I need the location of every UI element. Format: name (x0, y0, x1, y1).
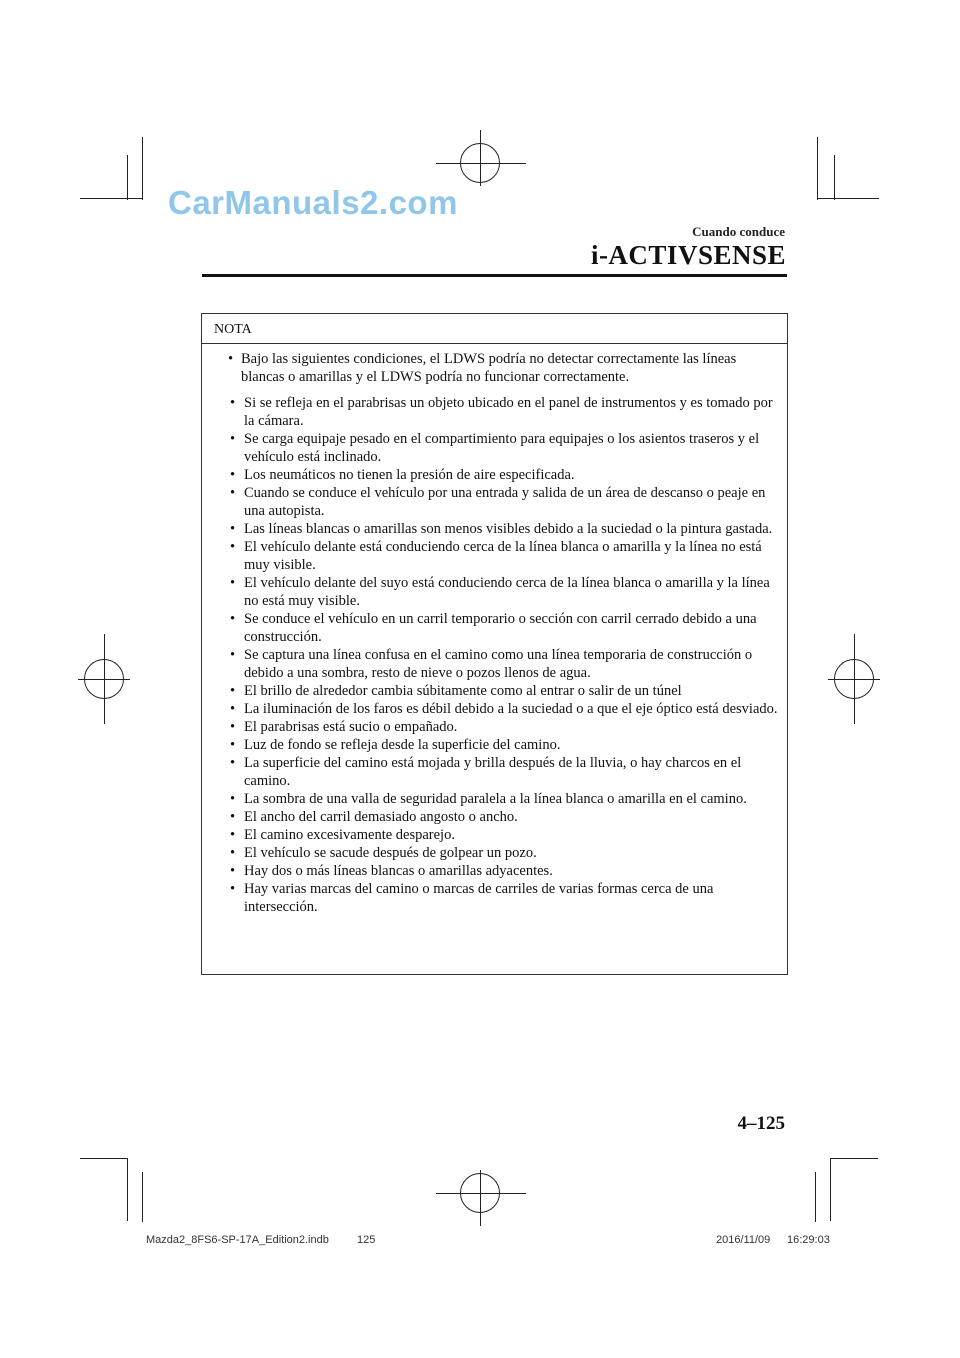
list-item: • Se conduce el vehículo en un carril temporario o sección con carril cerrado debido a una construcción. (230, 611, 757, 645)
list-item: • La sombra de una valla de seguridad paralela a la línea blanca o amarilla en el camino. (230, 791, 747, 807)
list-item: • Se captura una línea confusa en el camino como una línea temporaria de construcción o debido a una sombra, resto de nieve o pozos llenos de agua. (230, 647, 753, 681)
bullet-icon: • (230, 467, 236, 483)
bullet-icon: • (230, 737, 236, 753)
watermark-logo[interactable]: CarManuals2.com (168, 184, 458, 221)
list-item: • La superficie del camino está mojada y brilla después de la lluvia, o hay charcos en el camino. (230, 755, 742, 789)
bullet-icon: • (230, 611, 236, 627)
chapter-title: i-ACTIVSENSE (590, 240, 786, 270)
bullet-icon: • (230, 485, 236, 501)
bullet-icon: • (230, 791, 236, 807)
lead-text: Bajo las siguientes condiciones, el LDWS podría no detectar correctamente las líneas blancas o amarillas y el LDWS podría no funcionar correctamente. (241, 351, 737, 385)
bullet-icon: • (228, 351, 234, 367)
list-item: • El brillo de alrededor cambia súbitamente como al entrar o salir de un túnel (230, 683, 682, 699)
footer-filename: Mazda2_8FS6-SP-17A_Edition2.indb (146, 1234, 329, 1246)
header-rule (202, 274, 787, 277)
note-box (201, 313, 788, 975)
list-item: • Hay dos o más líneas blancas o amarillas adyacentes. (230, 863, 553, 879)
bullet-icon: • (230, 719, 236, 735)
list-item: • La iluminación de los faros es débil debido a la suciedad o a que el eje óptico está desviado. (230, 701, 778, 717)
bullet-icon: • (230, 647, 236, 663)
note-title: NOTA (214, 322, 252, 337)
footer-date: 2016/11/09 (716, 1234, 771, 1246)
bullet-icon: • (230, 755, 236, 771)
page-number: 4–125 (737, 1113, 785, 1134)
bullet-icon: • (230, 683, 236, 699)
list-item: • El vehículo delante está conduciendo cerca de la línea blanca o amarilla y la línea no está muy visible. (230, 539, 762, 573)
list-item: • Si se refleja en el parabrisas un objeto ubicado en el panel de instrumentos y es tomado por la cámara. (230, 395, 773, 429)
list-item: • Luz de fondo se refleja desde la superficie del camino. (230, 737, 561, 753)
bullet-icon: • (230, 809, 236, 825)
bullet-icon: • (230, 539, 236, 555)
list-item: • El vehículo delante del suyo está conduciendo cerca de la línea blanca o amarilla y la línea no está muy visible. (230, 575, 770, 609)
footer-time: 16:29:03 (787, 1234, 830, 1246)
list-item: • Se carga equipaje pesado en el compartimiento para equipajes o los asientos traseros y el vehículo está inclinado. (230, 431, 760, 465)
bullet-icon: • (230, 827, 236, 843)
conditions-list (214, 394, 779, 916)
list-item: • El camino excesivamente desparejo. (230, 827, 455, 843)
list-item: • El ancho del carril demasiado angosto o ancho. (230, 809, 518, 825)
list-item: • El parabrisas está sucio o empañado. (230, 719, 458, 735)
list-item: • El vehículo se sacude después de golpear un pozo. (230, 845, 537, 861)
list-item: • Los neumáticos no tienen la presión de aire especificada. (230, 467, 575, 483)
section-label: Cuando conduce (692, 224, 785, 239)
bullet-icon: • (230, 881, 236, 897)
note-divider (202, 343, 787, 344)
bullet-icon: • (230, 431, 236, 447)
bullet-icon: • (230, 701, 236, 717)
lead-item (214, 350, 779, 386)
bullet-icon: • (230, 395, 236, 411)
list-item: • Cuando se conduce el vehículo por una entrada y salida de un área de descanso o peaje en una autopista. (230, 485, 766, 519)
note-body (214, 350, 779, 916)
bullet-icon: • (230, 863, 236, 879)
bullet-icon: • (230, 521, 236, 537)
bullet-icon: • (230, 845, 236, 861)
list-item: • Las líneas blancas o amarillas son menos visibles debido a la suciedad o la pintura gastada. (230, 521, 773, 537)
bullet-icon: • (230, 575, 236, 591)
footer-page: 125 (357, 1234, 376, 1246)
list-item: • Hay varias marcas del camino o marcas de carriles de varias formas cerca de una intersección. (230, 881, 714, 915)
